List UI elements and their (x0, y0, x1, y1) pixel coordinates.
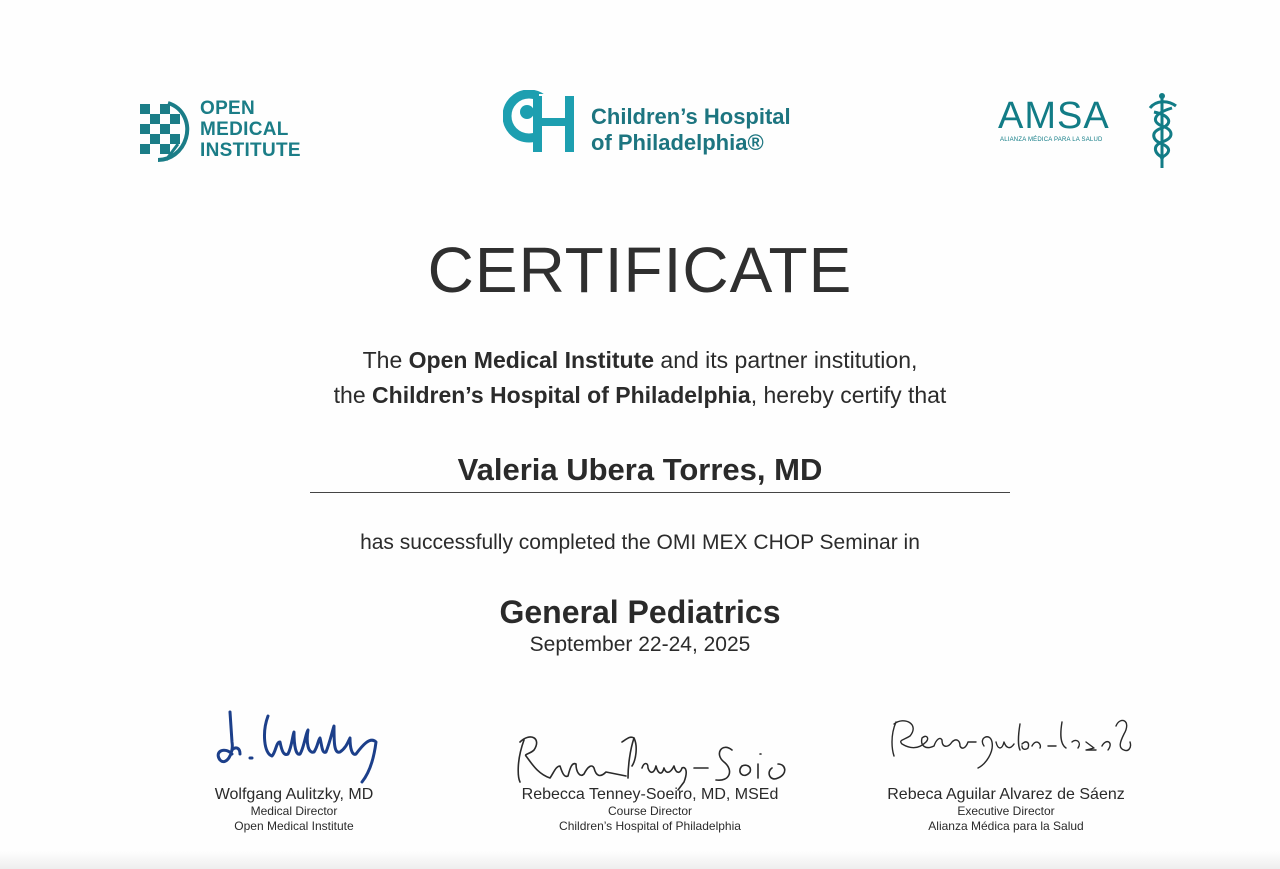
chop-logo (503, 90, 823, 154)
omi-logo (138, 98, 308, 164)
signatory-1-name: Wolfgang Aulitzky, MD (214, 786, 374, 803)
completion-statement: has successfully completed the OMI MEX CHOP Seminar in (360, 531, 920, 554)
signatory-2-name: Rebecca Tenney-Soeiro, MD, MSEd (521, 786, 779, 803)
caduceus-icon (1146, 92, 1182, 170)
omi-logo-text: OPEN MEDICAL INSTITUTE (200, 98, 301, 161)
ch-monogram-icon (503, 90, 583, 154)
signatory-3-name: Rebeca Aguilar Alvarez de Sáenz (887, 786, 1125, 803)
recipient-name: Valeria Ubera Torres, MD (457, 452, 823, 487)
signatory-3-org: Alianza Médica para la Salud (928, 819, 1084, 833)
certify-line-2: the Children’s Hospital of Philadelphia, hereby certify that (333, 382, 947, 408)
signatory-3-role: Executive Director (957, 804, 1055, 818)
program-name: General Pediatrics (499, 594, 781, 630)
certify-line-1: The Open Medical Institute and its partner institution, (362, 347, 918, 373)
globe-checker-icon (138, 100, 192, 162)
scan-edge-shadow (0, 851, 1280, 869)
signatory-1-org: Open Medical Institute (234, 819, 354, 833)
recipient-underline (310, 492, 1010, 493)
chop-logo-text: Children’s Hospital of Philadelphia® (591, 104, 791, 155)
amsa-wordmark: AMSA (998, 95, 1110, 137)
signature-tenney-soeiro (510, 702, 800, 792)
amsa-tagline: ALIANZA MÉDICA PARA LA SALUD (1000, 137, 1103, 143)
certificate-title: CERTIFICATE (427, 234, 853, 306)
signatory-2-org: Children’s Hospital of Philadelphia (559, 819, 741, 833)
signature-aguilar-alvarez (880, 702, 1150, 782)
signature-aulitzky (210, 702, 400, 792)
amsa-logo (998, 92, 1188, 172)
signatory-2-role: Course Director (607, 804, 693, 818)
program-dates: September 22-24, 2025 (529, 633, 751, 656)
signatory-1-role: Medical Director (250, 804, 338, 818)
